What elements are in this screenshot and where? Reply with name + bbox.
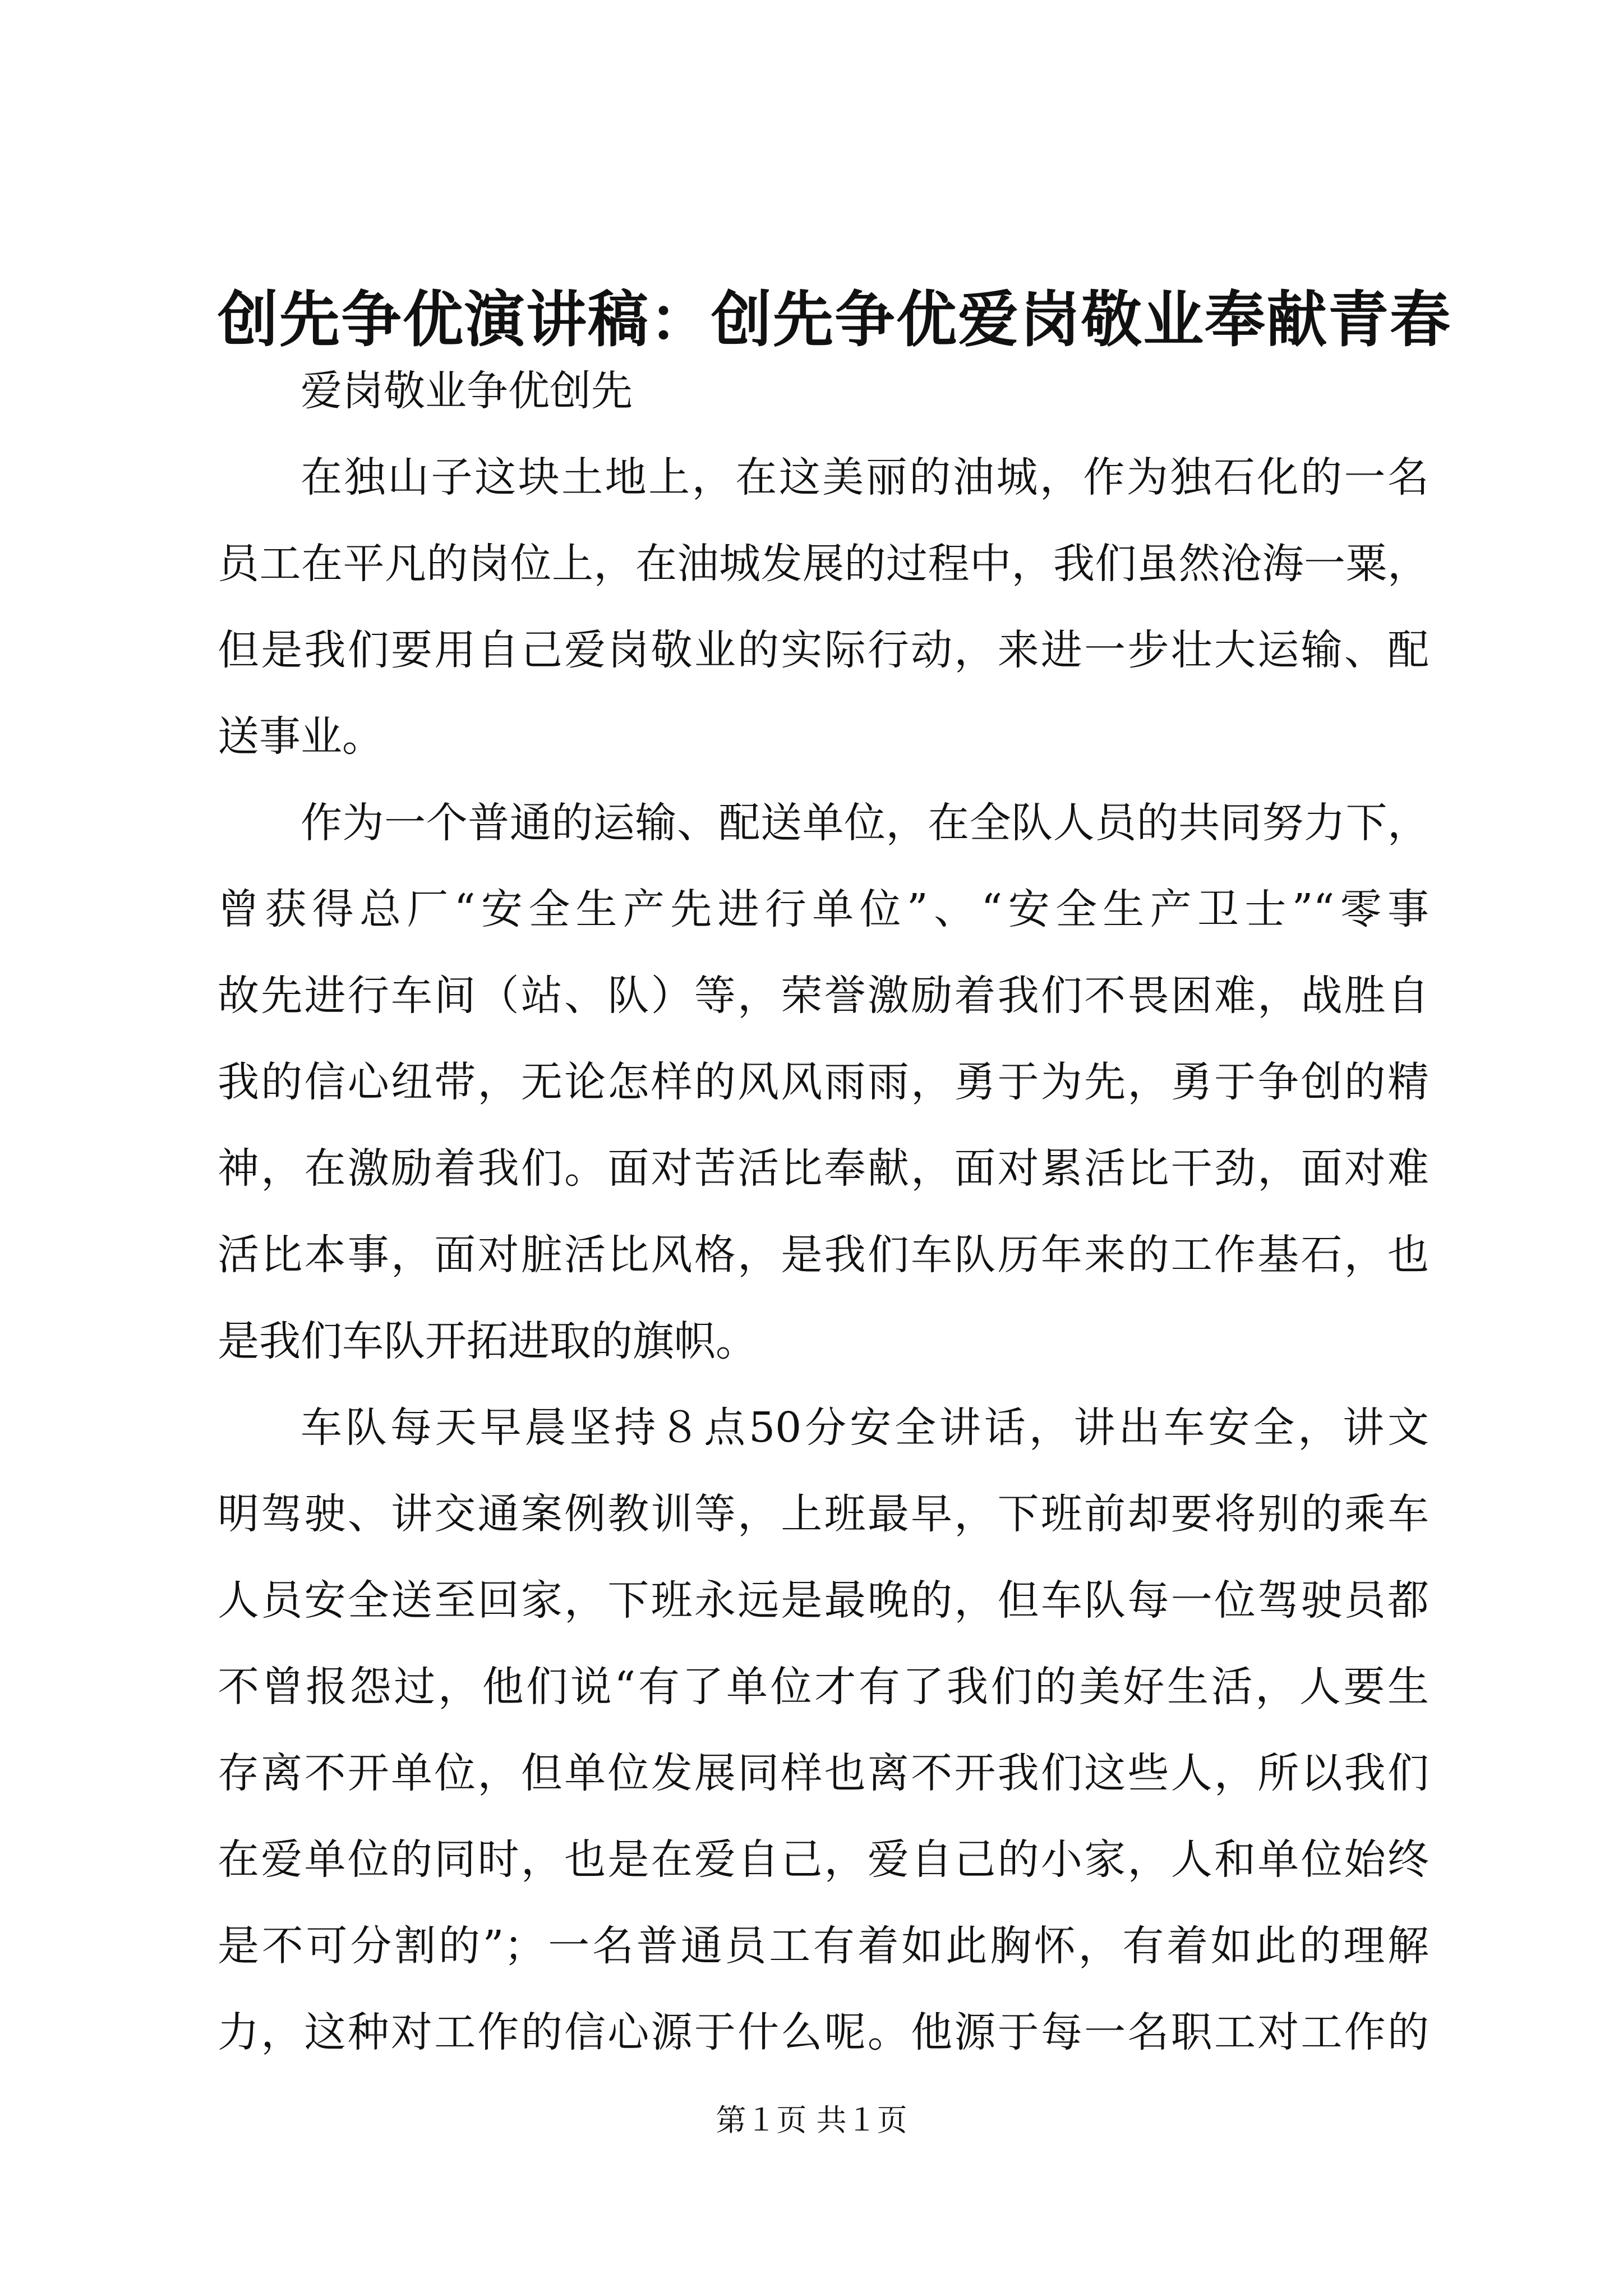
paragraph-line: 我的信心纽带，无论怎样的风风雨雨，勇于为先，勇于争创的精 [218, 1058, 1429, 1106]
paragraph-line: 作为一个普通的运输、配送单位，在全队人员的共同努力下， [301, 799, 1429, 847]
paragraph-line: 人员安全送至回家，下班永远是最晚的，但车队每一位驾驶员都 [218, 1576, 1429, 1625]
paragraph-line: 是我们车队开拓进取的旗帜。 [218, 1317, 757, 1365]
paragraph-line: 曾获得总厂“安全生产先进行单位”、“安全生产卫士”“零事 [218, 885, 1429, 933]
document-body [218, 348, 1429, 2076]
paragraph-line: 在独山子这块土地上，在这美丽的油城，作为独石化的一名 [301, 453, 1429, 501]
paragraph-line: 送事业。 [218, 712, 384, 761]
page-number-footer: 第１页 共１页 [716, 2102, 907, 2138]
paragraph-line: 是不可分割的”；一名普通员工有着如此胸怀，有着如此的理解 [218, 1922, 1429, 1970]
paragraph-line: 活比本事，面对脏活比风格，是我们车队历年来的工作基石，也 [218, 1231, 1429, 1279]
paragraph-line: 在爱单位的同时，也是在爱自己，爱自己的小家，人和单位始终 [218, 1835, 1429, 1884]
paragraph-line: 力，这种对工作的信心源于什么呢。他源于每一名职工对工作的 [218, 2008, 1429, 2056]
subtitle-line: 爱岗敬业争优创先 [301, 367, 633, 415]
paragraph-line: 神，在激励着我们。面对苦活比奉献，面对累活比干劲，面对难 [218, 1144, 1429, 1193]
paragraph-line: 故先进行车间（站、队）等，荣誉激励着我们不畏困难，战胜自 [218, 972, 1429, 1020]
paragraph-line: 车队每天早晨坚持８点50分安全讲话，讲出车安全，讲文 [301, 1404, 1429, 1452]
paragraph-line: 不曾报怨过，他们说“有了单位才有了我们的美好生活，人要生 [218, 1663, 1429, 1711]
paragraph-line: 存离不开单位，但单位发展同样也离不开我们这些人，所以我们 [218, 1749, 1429, 1797]
paragraph-line: 员工在平凡的岗位上，在油城发展的过程中，我们虽然沧海一粟， [218, 540, 1429, 588]
paragraph-line: 但是我们要用自己爱岗敬业的实际行动，来进一步壮大运输、配 [218, 626, 1429, 674]
paragraph-line: 明驾驶、讲交通案例教训等，上班最早，下班前却要将别的乘车 [218, 1490, 1429, 1538]
document-title: 创先争优演讲稿：创先争优爱岗敬业奉献青春 [218, 284, 1452, 355]
